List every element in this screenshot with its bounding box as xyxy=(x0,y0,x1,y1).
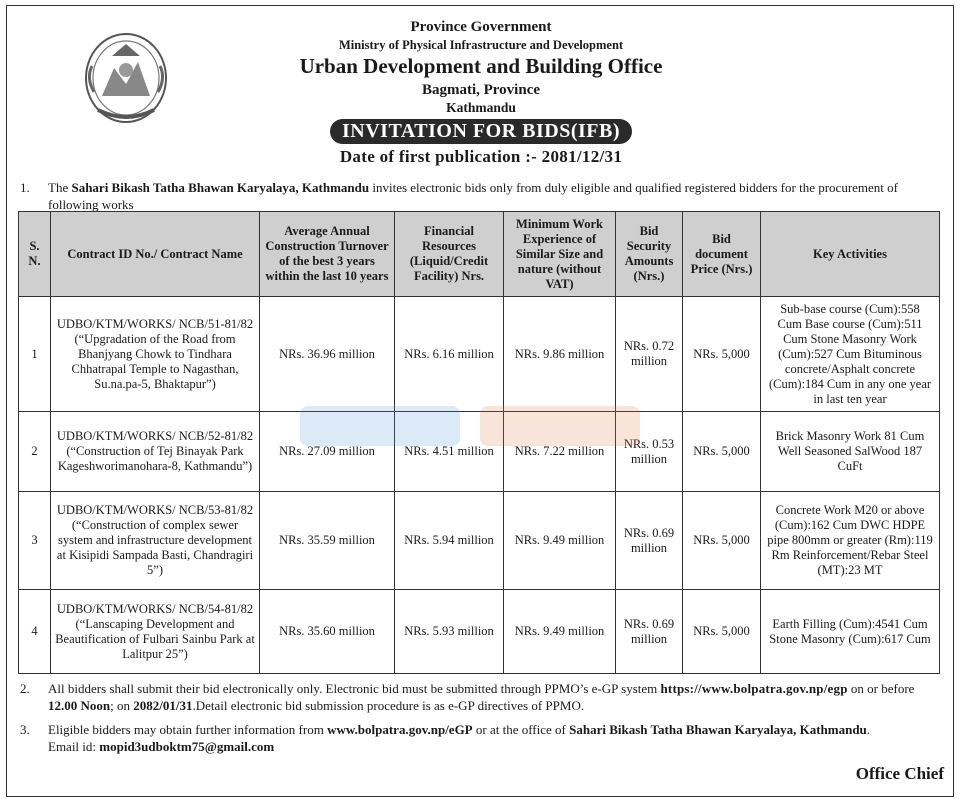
header-doc-price: Bid document Price (Nrs.) xyxy=(683,212,761,297)
cell-activities: Earth Filling (Cum):4541 Cum Stone Masonry (Cum):617 Cum xyxy=(761,590,940,674)
office-heading: Urban Development and Building Office xyxy=(299,54,663,78)
cell-security: NRs. 0.53 million xyxy=(616,412,683,492)
contact-email[interactable]: mopid3udboktm75@gmail.com xyxy=(99,739,275,754)
cell-sn: 4 xyxy=(19,590,51,674)
cell-activities: Brick Masonry Work 81 Cum Well Seasoned SalWood 187 CuFt xyxy=(761,412,940,492)
egp-link[interactable]: https://www.bolpatra.gov.np/egp xyxy=(660,681,848,696)
cell-security: NRs. 0.72 million xyxy=(616,297,683,412)
cell-doc-price: NRs. 5,000 xyxy=(683,492,761,590)
cell-security: NRs. 0.69 million xyxy=(616,590,683,674)
table-row xyxy=(19,590,940,674)
cell-contract: UDBO/KTM/WORKS/ NCB/52-81/82 (“Construction of Tej Binayak Park Kageshworimanohara-8, Kathmandu”) xyxy=(51,412,260,492)
header-experience: Minimum Work Experience of Similar Size and nature (without VAT) xyxy=(504,212,616,297)
paragraph-1: 1. The Sahari Bikash Tatha Bhawan Karyalaya, Kathmandu invites electronic bids only from duly eligible and qualified registered bidders for the procurement of following works xyxy=(20,180,898,212)
table-row xyxy=(19,412,940,492)
cell-experience: NRs. 9.86 million xyxy=(504,297,616,412)
header-security: Bid Security Amounts (Nrs.) xyxy=(616,212,683,297)
cell-financial: NRs. 4.51 million xyxy=(395,412,504,492)
header-financial: Financial Resources (Liquid/Credit Facility) Nrs. xyxy=(395,212,504,297)
cell-experience: NRs. 7.22 million xyxy=(504,412,616,492)
ifb-banner: INVITATION FOR BIDS(IFB) xyxy=(330,119,632,144)
cell-turnover: NRs. 35.59 million xyxy=(260,492,395,590)
organization-name: Sahari Bikash Tatha Bhawan Karyalaya, Kathmandu xyxy=(71,180,370,195)
province-name: Bagmati, Province xyxy=(421,82,541,99)
cell-financial: NRs. 5.94 million xyxy=(395,492,504,590)
publication-date: Date of first publication :- 2081/12/31 xyxy=(339,147,623,167)
paragraph-3: 3. Eligible bidders may obtain further information from www.bolpatra.gov.np/eGP or at the office of Sahari Bikash Tatha Bhawan Karyalaya, Kathmandu. Email id: mopid3udboktm75@gmail.com xyxy=(20,722,871,754)
bids-table xyxy=(18,211,940,674)
cell-sn: 2 xyxy=(19,412,51,492)
deadline-date: 2082/01/31 xyxy=(133,698,193,713)
cell-contract: UDBO/KTM/WORKS/ NCB/54-81/82 (“Lanscaping Development and Beautification of Fulbari Sainbu Park at Lalitpur 25”) xyxy=(51,590,260,674)
cell-contract: UDBO/KTM/WORKS/ NCB/53-81/82 (“Construction of complex sewer system and infrastructure development at Kisipidi Sampada Basti, Chandragiri 5”) xyxy=(51,492,260,590)
cell-activities: Sub-base course (Cum):558 Cum Base course (Cum):511 Cum Stone Masonry Work (Cum):527 Cum Bituminous concrete/Asphalt concrete (Cum):184 Cum in any one year in last ten year xyxy=(761,297,940,412)
signature-title: Office Chief xyxy=(855,764,944,783)
table-row xyxy=(19,297,940,412)
header-turnover: Average Annual Construction Turnover of the best 3 years within the last 10 years xyxy=(260,212,395,297)
header-sn: S. N. xyxy=(19,212,51,297)
cell-doc-price: NRs. 5,000 xyxy=(683,297,761,412)
paragraph-number: 1. xyxy=(20,180,30,195)
cell-turnover: NRs. 36.96 million xyxy=(260,297,395,412)
table-row xyxy=(19,492,940,590)
cell-experience: NRs. 9.49 million xyxy=(504,492,616,590)
cell-financial: NRs. 6.16 million xyxy=(395,297,504,412)
cell-doc-price: NRs. 5,000 xyxy=(683,412,761,492)
cell-turnover: NRs. 35.60 million xyxy=(260,590,395,674)
notice-header xyxy=(7,18,955,168)
cell-contract: UDBO/KTM/WORKS/ NCB/51-81/82 (“Upgradation of the Road from Bhanjyang Chowk to Tindhara Chhatrapal Temple to Nagasthan, Su.na.pa-5, Bhaktapur”) xyxy=(51,297,260,412)
cell-doc-price: NRs. 5,000 xyxy=(683,590,761,674)
paragraph-number: 3. xyxy=(20,722,30,737)
paragraph-2: 2. All bidders shall submit their bid electronically only. Electronic bid must be submitted through PPMO’s e-GP system https://www.bolpatra.gov.np/egp on or before 12.00 Noon; on 2082/01/31.Detail electronic bid submission procedure is as e-GP directives of PPMO. xyxy=(20,681,915,713)
cell-security: NRs. 0.69 million xyxy=(616,492,683,590)
province-heading: Province Government xyxy=(410,19,552,35)
city-name: Kathmandu xyxy=(446,100,516,116)
cell-activities: Concrete Work M20 or above (Cum):162 Cum DWC HDPE pipe 800mm or greater (Rm):119 Rm Reinforcement/Rebar Steel (MT):23 MT xyxy=(761,492,940,590)
cell-sn: 1 xyxy=(19,297,51,412)
cell-experience: NRs. 9.49 million xyxy=(504,590,616,674)
cell-sn: 3 xyxy=(19,492,51,590)
deadline-time: 12.00 Noon xyxy=(48,698,111,713)
ministry-heading: Ministry of Physical Infrastructure and Development xyxy=(338,38,624,52)
cell-financial: NRs. 5.93 million xyxy=(395,590,504,674)
info-link[interactable]: www.bolpatra.gov.np/eGP xyxy=(327,722,473,737)
organization-name: Sahari Bikash Tatha Bhawan Karyalaya, Kathmandu xyxy=(569,722,867,737)
header-contract: Contract ID No./ Contract Name xyxy=(51,212,260,297)
header-activities: Key Activities xyxy=(761,212,940,297)
paragraph-number: 2. xyxy=(20,681,30,696)
cell-turnover: NRs. 27.09 million xyxy=(260,412,395,492)
